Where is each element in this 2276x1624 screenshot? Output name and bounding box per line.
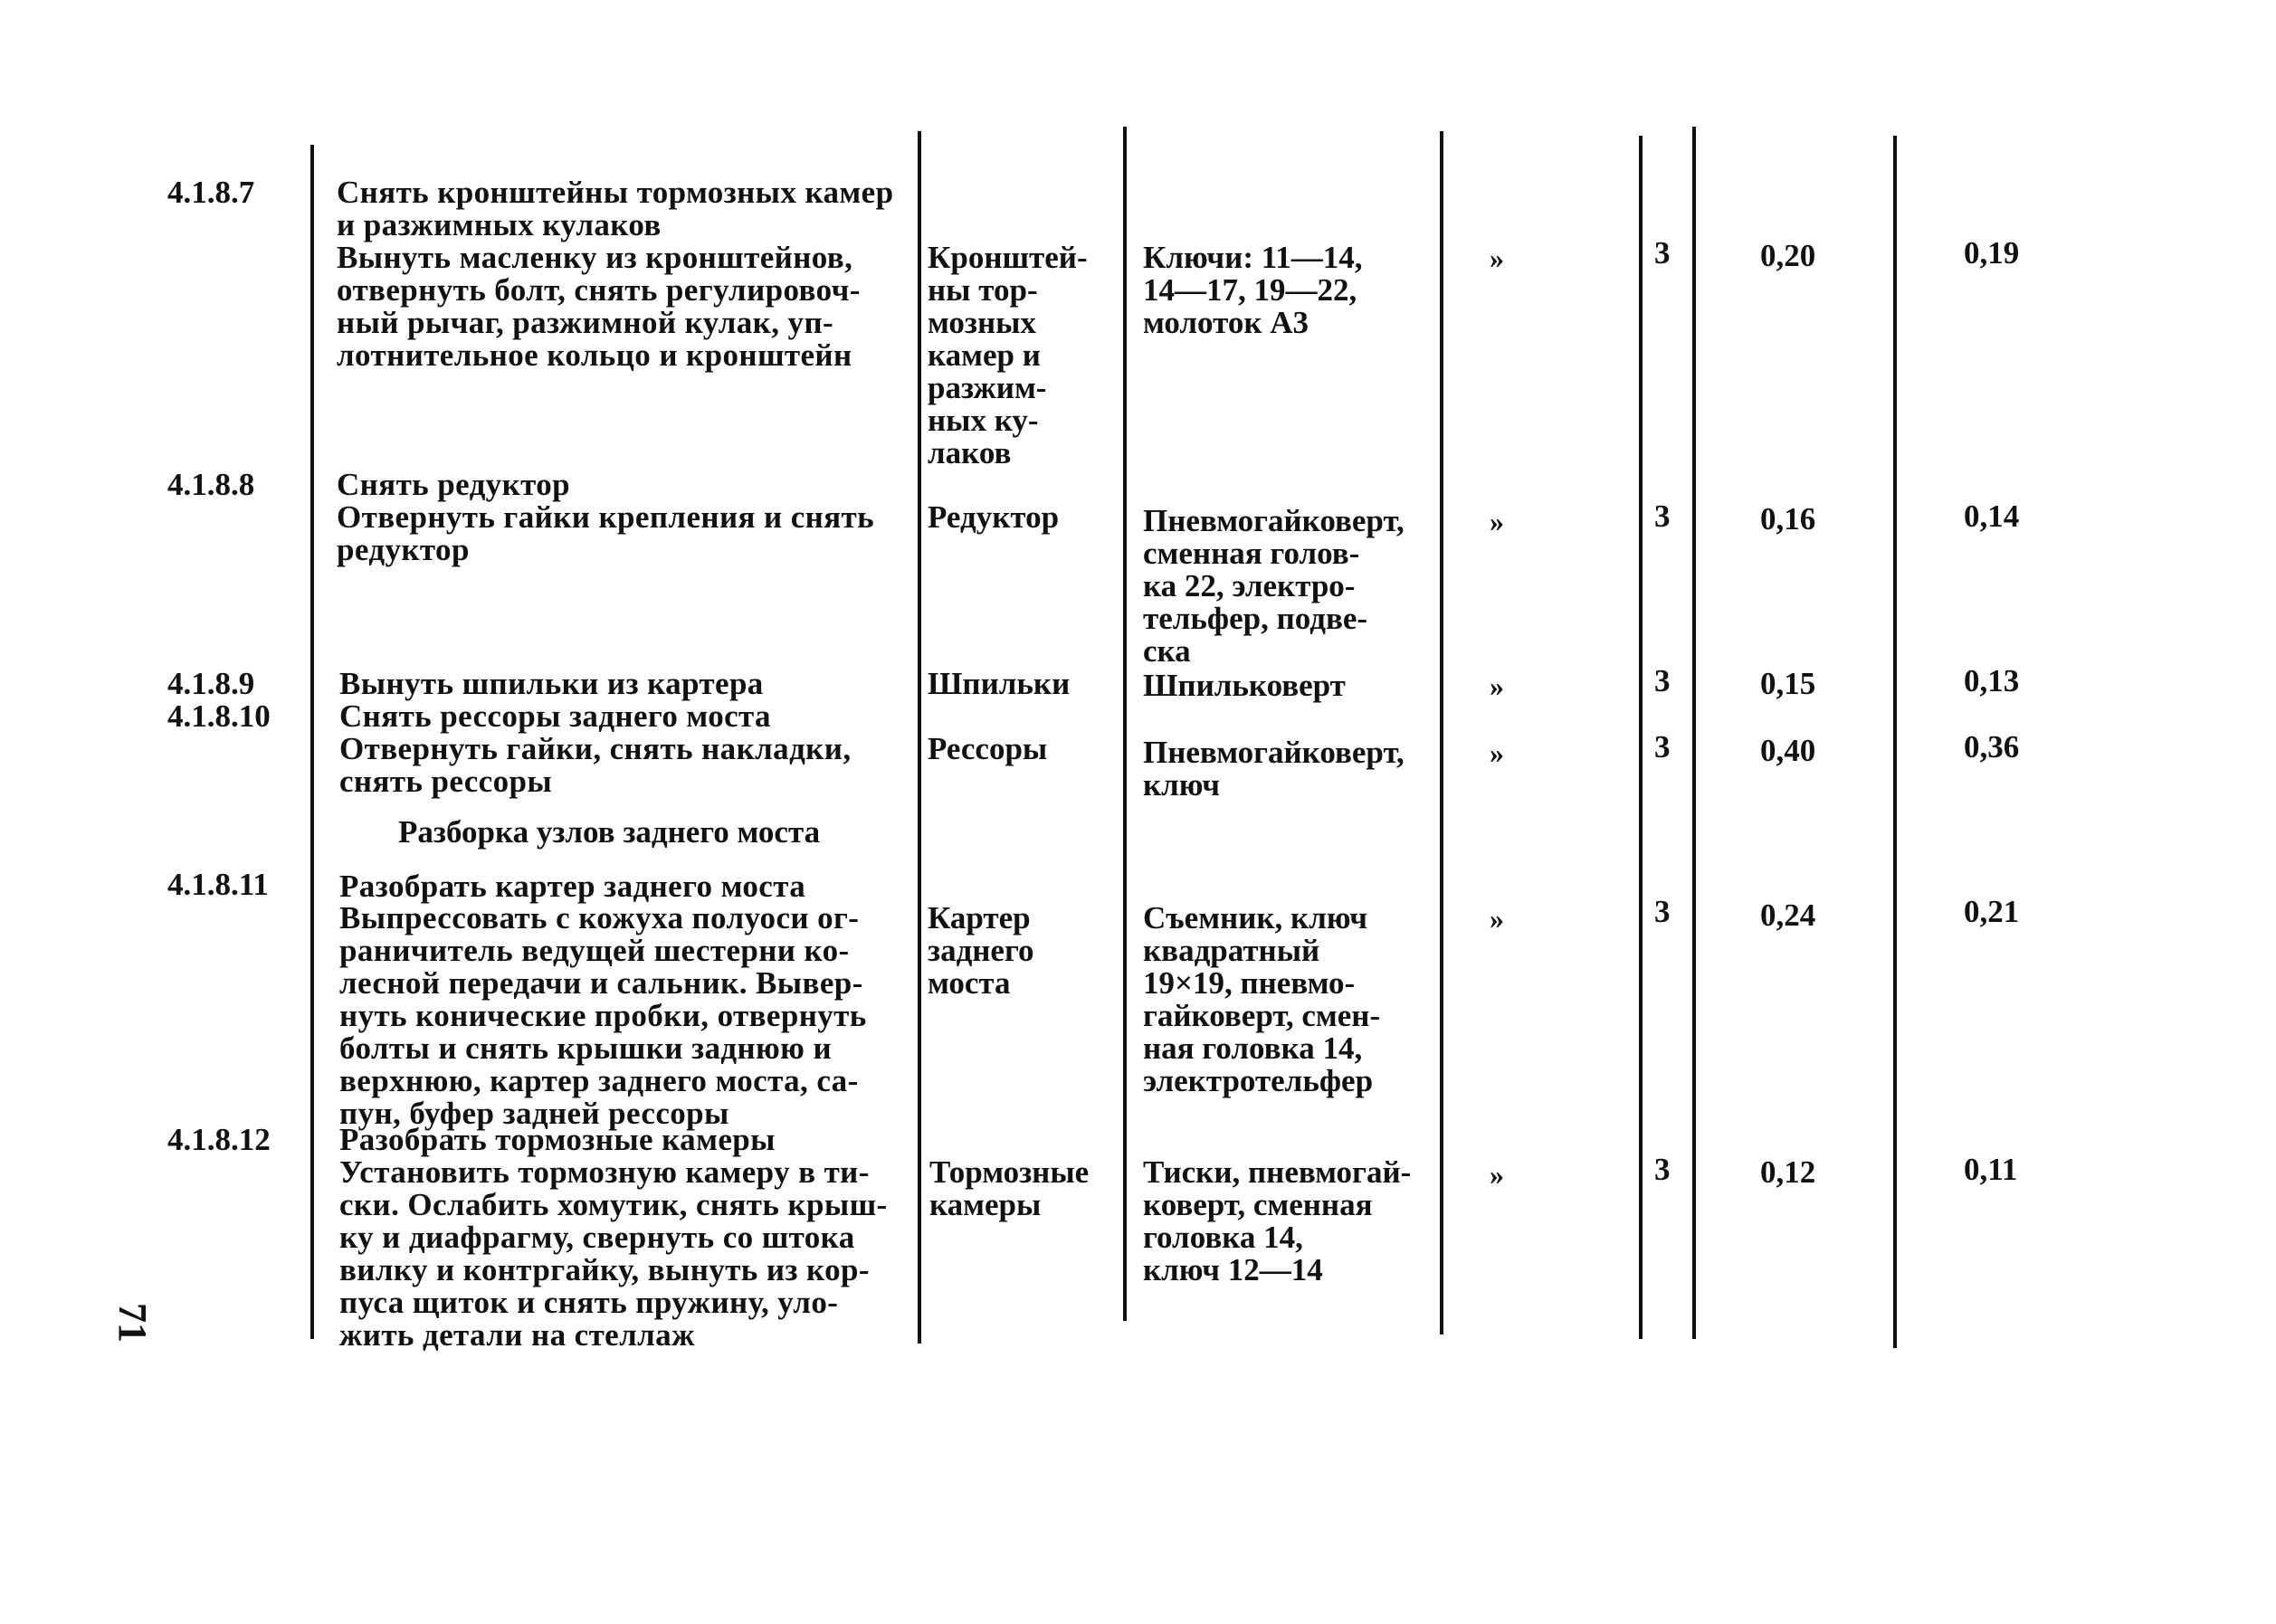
tools: Съемник, ключ квадратный 19×19, пневмо- гайковерт, смен- ная головка 14, электротельфер xyxy=(1143,900,1381,1098)
operation-title: Снять кронштейны тормозных камер и разжимных кулаков xyxy=(337,175,894,242)
row-number: 4.1.8.7 xyxy=(167,175,255,210)
norm-value-1: 0,24 xyxy=(1760,897,1816,933)
norm-value-1: 0,40 xyxy=(1760,733,1816,768)
norm-value-2: 0,21 xyxy=(1964,894,2020,929)
norm-value-1: 0,20 xyxy=(1760,238,1816,273)
object-name: Тормозные камеры xyxy=(929,1154,1090,1222)
ditto-mark: » xyxy=(1490,670,1504,702)
object-name: Рессоры xyxy=(928,731,1048,766)
grade: 3 xyxy=(1654,894,1671,929)
norm-value-1: 0,12 xyxy=(1760,1154,1816,1190)
section-heading: Разборка узлов заднего моста xyxy=(398,814,821,850)
page-number: 71 xyxy=(110,1303,155,1343)
operation-title: Разобрать тормозные камеры xyxy=(339,1122,776,1157)
operation-title: Снять редуктор xyxy=(337,467,571,502)
operation-title: Снять рессоры заднего моста xyxy=(339,698,771,734)
object-name: Редуктор xyxy=(928,499,1060,535)
norm-value-2: 0,19 xyxy=(1964,235,2020,271)
norm-value-1: 0,16 xyxy=(1760,501,1816,537)
operation-description: Отвернуть гайки, снять накладки, снять рессоры xyxy=(339,731,852,799)
operation-description: Выпрессовать с кожуха полуоси ог- раничитель ведущей шестерни ко- лесной передачи и сальник. Вывер- нуть конические пробки, отвернуть болты и снять крышки заднюю и верхнюю, картер заднего моста, са- пун, буфер задней рессоры xyxy=(339,900,867,1131)
norm-value-2: 0,36 xyxy=(1964,729,2020,765)
norm-value-2: 0,11 xyxy=(1964,1152,2018,1187)
object-name: Картер заднего моста xyxy=(928,900,1034,1001)
row-number: 4.1.8.9 xyxy=(167,666,255,701)
row-number: 4.1.8.12 xyxy=(167,1122,271,1157)
tools: Шпильковерт xyxy=(1143,668,1346,703)
row-number: 4.1.8.11 xyxy=(167,867,269,902)
ditto-mark: » xyxy=(1490,902,1504,935)
grade: 3 xyxy=(1654,1152,1671,1187)
tools: Пневмогайковерт, сменная голов- ка 22, электро- тельфер, подве- ска xyxy=(1143,503,1405,669)
operation-description: Вынуть масленку из кронштейнов, отвернуть болт, снять регулировоч- ный рычаг, разжимной кулак, уп- лотнительное кольцо и кронштейн xyxy=(337,240,861,373)
column-rule-2 xyxy=(918,131,921,1344)
ditto-mark: » xyxy=(1490,736,1504,769)
operation-description: Установить тормозную камеру в ти- ски. Ослабить хомутик, снять крыш- ку и диафрагму, свернуть со штока вилку и контргайку, вынуть из кор- пуса щиток и снять пружину, уло- жить детали на стеллаж xyxy=(339,1154,888,1353)
tools: Пневмогайковерт, ключ xyxy=(1143,735,1405,803)
column-rule-3 xyxy=(1123,127,1127,1321)
object-name: Шпильки xyxy=(928,666,1071,701)
tools: Ключи: 11—14, 14—17, 19—22, молоток А3 xyxy=(1143,240,1363,340)
column-rule-7 xyxy=(1893,136,1897,1348)
column-rule-1 xyxy=(310,145,314,1339)
operation-description: Отвернуть гайки крепления и снять редуктор xyxy=(337,499,875,567)
grade: 3 xyxy=(1654,729,1671,765)
operation-title: Вынуть шпильки из картера xyxy=(339,666,764,701)
ditto-mark: » xyxy=(1490,505,1504,537)
norm-value-2: 0,13 xyxy=(1964,663,2020,698)
row-number: 4.1.8.10 xyxy=(167,698,271,734)
operation-title: Разобрать картер заднего моста xyxy=(339,869,806,904)
grade: 3 xyxy=(1654,663,1671,698)
object-name: Кронштей- ны тор- мозных камер и разжим- ных ку- лаков xyxy=(928,240,1088,470)
ditto-mark: » xyxy=(1490,242,1504,274)
tools: Тиски, пневмогай- коверт, сменная головка 14, ключ 12—14 xyxy=(1143,1154,1412,1287)
norm-value-2: 0,14 xyxy=(1964,499,2020,534)
column-rule-6 xyxy=(1692,127,1696,1339)
grade: 3 xyxy=(1654,235,1671,271)
ditto-mark: » xyxy=(1490,1158,1504,1191)
column-rule-5 xyxy=(1639,136,1643,1339)
norm-value-1: 0,15 xyxy=(1760,666,1816,701)
row-number: 4.1.8.8 xyxy=(167,467,255,502)
grade: 3 xyxy=(1654,499,1671,534)
column-rule-4 xyxy=(1440,131,1443,1334)
